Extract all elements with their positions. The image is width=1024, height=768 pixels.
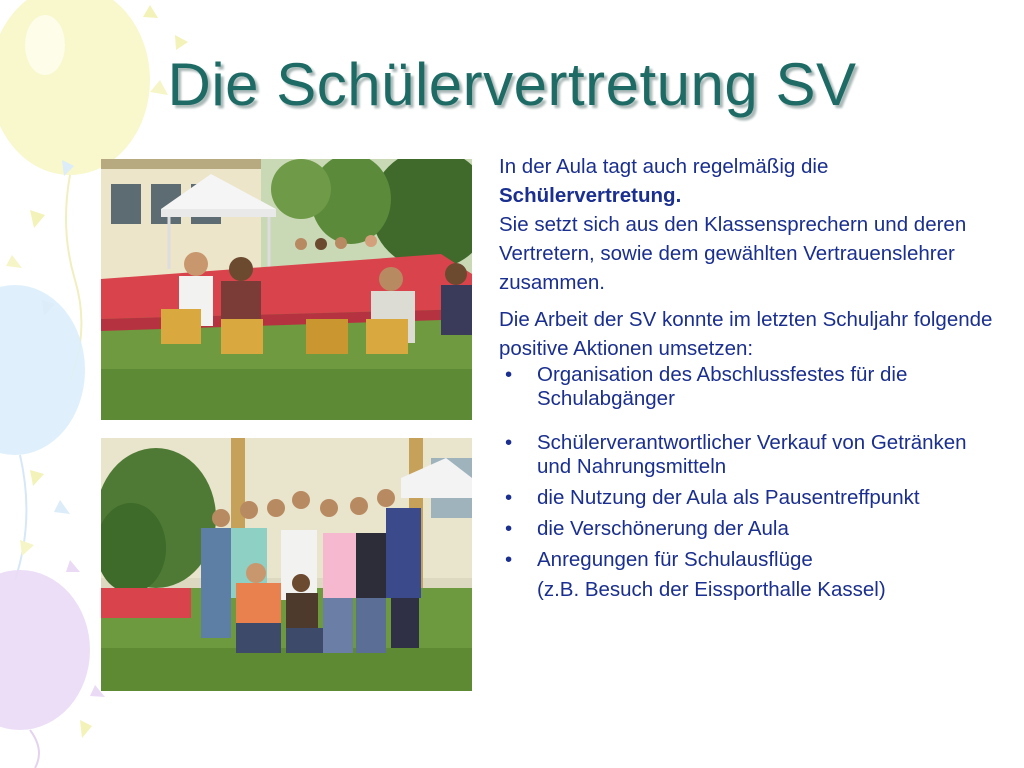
- list-item: [499, 548, 999, 572]
- balloon-string: [30, 730, 39, 768]
- confetti: [30, 210, 45, 228]
- intro-bold: Schülervertretung.: [499, 184, 682, 207]
- actions-list: [499, 363, 999, 572]
- bullet-glyph: •: [505, 363, 513, 386]
- intro-line: [499, 152, 999, 297]
- confetti: [175, 35, 188, 50]
- confetti: [143, 5, 158, 18]
- list-item: [499, 486, 999, 510]
- balloon-string: [15, 455, 26, 580]
- bullet-glyph: •: [505, 431, 513, 454]
- group-photo: [101, 438, 472, 691]
- blue-balloon: [0, 285, 85, 455]
- confetti: [66, 560, 80, 572]
- confetti: [54, 500, 70, 514]
- bullet-glyph: •: [505, 517, 513, 540]
- confetti: [20, 540, 34, 556]
- bullet-glyph: •: [505, 486, 513, 509]
- confetti: [6, 255, 22, 268]
- actions-intro: Die Arbeit der SV konnte im letzten Schuljahr folgende positive Aktionen umsetzen:: [499, 308, 993, 360]
- intro-text: In der Aula tagt auch regelmäßig die: [499, 155, 829, 178]
- list-item: [499, 363, 999, 411]
- bullet-glyph: •: [505, 548, 513, 571]
- list-item-text: Schülerverantwortlicher Verkauf von Getränken und Nahrungsmitteln: [537, 431, 967, 478]
- intro-rest: Sie setzt sich aus den Klassensprechern und deren Vertretern, sowie dem gewählten Vertrauenslehrer zusammen.: [499, 213, 967, 294]
- list-item-text: die Verschönerung der Aula: [537, 517, 789, 540]
- list-item: [499, 517, 999, 541]
- purple-balloon: [0, 570, 90, 730]
- slide-title: Die Schülervertretung SV: [167, 51, 857, 118]
- list-item: [499, 431, 999, 479]
- list-item-text: Anregungen für Schulausflüge: [537, 548, 813, 571]
- list-item-text: Organisation des Abschlussfestes für die Schulabgänger: [537, 363, 908, 410]
- slide-body: [499, 152, 999, 602]
- meeting-photo: [101, 159, 472, 420]
- list-item-continuation: (z.B. Besuch der Eissporthalle Kassel): [537, 578, 886, 601]
- confetti: [30, 470, 44, 486]
- list-item-text: die Nutzung der Aula als Pausentreffpunkt: [537, 486, 920, 509]
- confetti: [80, 720, 92, 738]
